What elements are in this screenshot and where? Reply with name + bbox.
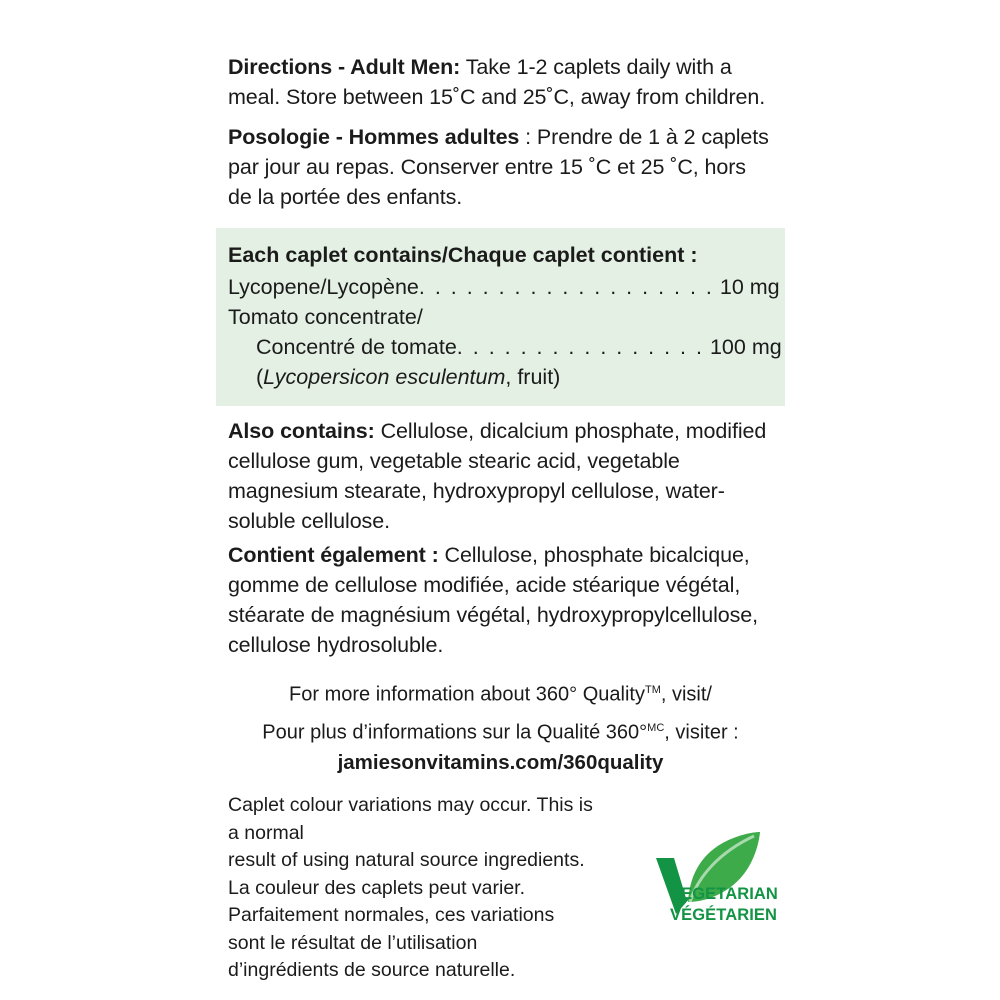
quality-english-pre: For more information about 360° Quality bbox=[289, 683, 645, 706]
vegetarian-badge-labels bbox=[670, 884, 778, 926]
quality-info-french bbox=[228, 710, 773, 748]
facts-row-name: Tomato concentrate/ bbox=[228, 305, 423, 329]
also-contains-english-heading: Also contains: bbox=[228, 419, 375, 443]
posology-block bbox=[228, 122, 773, 226]
directions-english-body: Take 1-2 caplets daily with a meal. Store between 15˚C and 25˚C, away from children. bbox=[228, 55, 766, 109]
directions-french bbox=[228, 122, 773, 212]
directions-french-heading: Posologie - Hommes adultes bbox=[228, 125, 520, 149]
facts-row-name: Lycopene/Lycopène bbox=[228, 275, 419, 299]
also-contains-block bbox=[228, 406, 773, 536]
facts-row-amount: 10 mg bbox=[719, 275, 780, 299]
contient-egalement-block bbox=[228, 538, 773, 670]
quality-url-link[interactable]: jamiesonvitamins.com/360quality bbox=[337, 751, 664, 775]
vegetarian-label-en: VEGETARIAN bbox=[670, 885, 778, 903]
quality-french-trademark: MC bbox=[647, 721, 665, 734]
directions-french-body: : Prendre de 1 à 2 caplets par jour au repas. Conserver entre 15 ˚C et 25 ˚C, hors de la portée des enfants. bbox=[228, 125, 769, 209]
vegetarian-label-fr: VÉGÉTARIEN bbox=[670, 906, 778, 924]
also-contains-french-heading: Contient également : bbox=[228, 543, 439, 567]
also-contains-french bbox=[228, 540, 773, 660]
facts-latin-italic: Lycopersicon esculentum bbox=[263, 365, 506, 389]
footnote-line: sont le résultat de l’utilisation bbox=[228, 931, 478, 954]
facts-row bbox=[228, 332, 782, 362]
footnote-line: Parfaitement normales, ces variations bbox=[228, 904, 555, 927]
footnote-line: d’ingrédients de source naturelle. bbox=[228, 959, 516, 982]
facts-row-leader: . . . . . . . . . . . . . . . . . . . bbox=[418, 275, 714, 299]
quality-english-post: , visit/ bbox=[660, 683, 712, 706]
facts-row bbox=[228, 272, 780, 302]
directions-block bbox=[228, 52, 773, 120]
facts-latin-name bbox=[228, 362, 773, 392]
footnote-line: Caplet colour variations may occur. This is a normal bbox=[228, 794, 593, 844]
vegetarian-leaf-checkmark-icon bbox=[628, 818, 788, 948]
ingredients-facts-panel bbox=[216, 228, 785, 406]
quality-french-post: , visiter : bbox=[664, 721, 739, 744]
facts-row-name: Concentré de tomate bbox=[256, 335, 457, 359]
also-contains-french-body: Cellulose, phosphate bicalcique, gomme de cellulose modifiée, acide stéarique végétal, stéarate de magnésium végétal, hydroxypropylcellulose, cellulose hydrosoluble. bbox=[228, 543, 759, 657]
facts-row bbox=[228, 302, 773, 332]
facts-row-amount: 100 mg bbox=[709, 335, 782, 359]
footnote-line: La couleur des caplets peut varier. bbox=[228, 876, 526, 899]
also-contains-english-body: Cellulose, dicalcium phosphate, modified cellulose gum, vegetable stearic acid, vegetable magnesium stearate, hydroxypropyl cellulose, water-soluble cellulose. bbox=[228, 419, 767, 533]
directions-english-heading: Directions - Adult Men: bbox=[228, 55, 461, 79]
vegetarian-badge bbox=[628, 818, 788, 948]
facts-latin-suffix: , fruit) bbox=[505, 365, 561, 389]
quality-info-english bbox=[228, 672, 773, 710]
facts-latin-prefix: ( bbox=[256, 365, 264, 389]
caplet-colour-footnote bbox=[228, 778, 598, 985]
directions-english bbox=[228, 52, 773, 112]
also-contains-english bbox=[228, 416, 773, 536]
facts-row-leader: . . . . . . . . . . . . . . . . bbox=[456, 335, 704, 359]
facts-panel-title: Each caplet contains/Chaque caplet contient : bbox=[228, 243, 698, 267]
quality-english-trademark: TM bbox=[644, 684, 661, 696]
quality-french-pre: Pour plus d’informations sur la Qualité 360° bbox=[262, 721, 648, 744]
footnote-line: result of using natural source ingredients. bbox=[228, 849, 585, 872]
